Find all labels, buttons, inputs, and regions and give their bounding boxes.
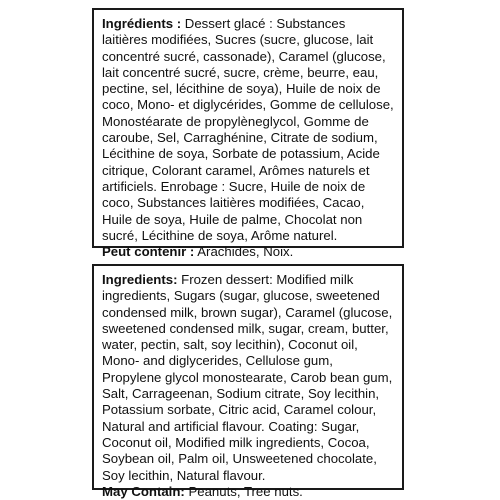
ingredients-paragraph-english (102, 272, 394, 484)
ingredients-label-english: Ingredients: (102, 272, 178, 287)
allergen-label-english: May Contain: (102, 483, 185, 499)
allergen-text-english: Peanuts, Tree nuts. (184, 483, 303, 499)
ingredients-paragraph-french (102, 16, 394, 244)
allergen-text-french: Arachides, Noix. (194, 244, 294, 260)
allergen-label-french: Peut contenir : (102, 244, 195, 260)
ingredients-panel-french (92, 8, 404, 260)
ingredients-text-french: Dessert glacé : Substances laitières modifiées, Sucres (sucre, glucose, lait concentré sucré, cassonade), Caramel (glucose, lait concentré sucré, sucre, crème, beurre, eau, pectine, sel, lécithine de soya), Huile de noix de coco, Mono- et diglycérides, Gomme de cellulose, Monostéarate de propylèneglycol, Gomme de caroube, Sel, Carraghénine, Citrate de sodium, Lécithine de soya, Sorbate de potassium, Acide citrique, Colorant caramel, Arômes naturels et artificiels. Enrobage : Sucre, Huile de noix de coco, Substances laitières modifiées, Cacao, Huile de soya, Huile de palme, Chocolat non sucré, Lécithine de soya, Arôme naturel. (102, 16, 394, 243)
ingredients-panel-english (92, 264, 404, 499)
ingredients-text-english: Frozen dessert: Modified milk ingredients, Sugars (sugar, glucose, sweetened condensed milk, brown sugar), Caramel (glucose, sweetened condensed milk, sugar, cream, butter, water, pectin, salt, soy lecithin), Coconut oil, Mono- and diglycerides, Cellulose gum, Propylene glycol monostearate, Carob bean gum, Salt, Carrageenan, Sodium citrate, Soy lecithin, Potassium sorbate, Citric acid, Caramel colour, Natural and artificial flavour. Coating: Sugar, Coconut oil, Modified milk ingredients, Cocoa, Soybean oil, Palm oil, Unsweetened chocolate, Soy lecithin, Natural flavour. (102, 272, 393, 483)
allergen-paragraph-english (102, 484, 394, 500)
allergen-paragraph-french (102, 244, 394, 260)
ingredients-label-french: Ingrédients : (102, 16, 182, 31)
